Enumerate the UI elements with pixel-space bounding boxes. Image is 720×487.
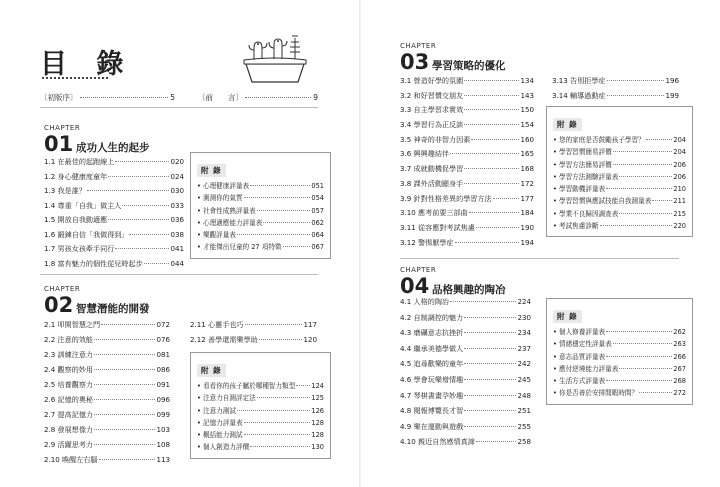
appendix-heading: 附 錄	[197, 364, 226, 377]
chapter-title: 智慧潛能的開發	[76, 303, 150, 315]
appendix-heading: 附 錄	[553, 118, 582, 131]
toc-entry[interactable]: 3.6 興興趣結伴 165	[400, 149, 534, 159]
chapter-number: 01	[44, 132, 74, 156]
toc-entry[interactable]: 4.1 人格的陶冶 224	[400, 297, 531, 306]
appendix-entry[interactable]: • 意志品質評量表 266	[553, 352, 686, 361]
chapter-number: 04	[400, 274, 430, 298]
appendix-entry[interactable]: • 應付逆境能力評量表 267	[553, 364, 686, 373]
chapter-4-appendix	[546, 298, 693, 405]
toc-entry[interactable]: 3.5 神奇的非智力因素 160	[400, 134, 534, 144]
chapter-3-appendix	[546, 106, 693, 237]
toc-entry[interactable]: 4.9 樂在運動與遊戲 255	[400, 421, 531, 431]
appendix-entry[interactable]: • 學習動機評量表 210	[553, 185, 686, 194]
toc-entry[interactable]: 4.7 琴棋書畫孕妙趣 248	[400, 390, 531, 400]
chapter-2-toc-a	[44, 320, 170, 470]
toc-entry[interactable]: 2.7 提高記憶力 099	[44, 410, 170, 419]
page-title: 目 錄	[40, 49, 134, 80]
toc-entry[interactable]: 4.8 閱報博覽長才智 251	[400, 406, 531, 416]
foreword-label: 〔前 言〕	[198, 93, 243, 102]
toc-entry[interactable]: 1.8 富有魅力的個性從兒時起步 044	[44, 258, 184, 268]
appendix-entry[interactable]: • 學習習慣與應試技能自我測量表 211	[553, 197, 686, 206]
toc-entry[interactable]: 1.5 開放自我動適應 036	[44, 215, 184, 224]
toc-entry[interactable]: 2.11 心靈手也巧 117	[190, 320, 317, 329]
chapter-label: CHAPTER	[44, 124, 81, 132]
plant-pot-illustration	[240, 30, 310, 85]
chapter-2-appendix	[190, 352, 331, 459]
appendix-entry[interactable]: • 情緒穩定性評量表 263	[553, 340, 686, 349]
leader-dots	[245, 97, 311, 98]
appendix-entry[interactable]: • 學習方法測驗評量表 206	[553, 172, 686, 181]
appendix-entry[interactable]: • 個人修養評量表 262	[553, 328, 686, 336]
toc-entry[interactable]: 2.10 喚醒左右腦 113	[44, 455, 170, 464]
toc-entry[interactable]: 2.5 培養觀察力 091	[44, 380, 170, 389]
toc-entry[interactable]: 2.2 注意的效能 076	[44, 335, 170, 344]
chapter-label: CHAPTER	[400, 266, 437, 274]
toc-entry[interactable]: 1.1 在最佳的起跑線上 020	[44, 157, 184, 166]
toc-entry[interactable]: 1.2 身心健康度童年 024	[44, 171, 184, 181]
appendix-entry[interactable]: • 概括能力測試 128	[197, 431, 324, 440]
toc-entry[interactable]: 3.7 成就動機促學習 168	[400, 164, 534, 174]
toc-entry[interactable]: 1.3 我是誰？ 030	[44, 186, 184, 195]
preface-page: 5	[170, 93, 175, 102]
appendix-entry[interactable]: • 你是否善於安排閒暇時間？ 272	[553, 389, 686, 398]
toc-entry[interactable]: 1.7 男孩女孩牽手同行 041	[44, 244, 184, 253]
preface-entry[interactable]	[40, 92, 175, 103]
appendix-heading: 附 錄	[197, 164, 226, 177]
foreword-entry[interactable]	[198, 92, 318, 103]
toc-entry[interactable]: 2.4 觀察的妙用 086	[44, 365, 170, 374]
divider	[40, 274, 318, 275]
toc-entry[interactable]: 2.8 發展想像力 103	[44, 425, 170, 434]
appendix-entry[interactable]: • 考試焦慮診斷 220	[553, 222, 686, 231]
toc-entry[interactable]: 3.3 自主學習求實效 150	[400, 105, 534, 115]
appendix-entry[interactable]: • 學習習慣簡易評價 204	[553, 148, 686, 157]
toc-entry[interactable]: 3.14 輔導過動症 199	[552, 90, 679, 100]
toc-entry[interactable]: 3.2 和好習慣交朋友 143	[400, 90, 534, 100]
toc-entry[interactable]: 2.9 活躍思考力 108	[44, 440, 170, 449]
appendix-entry[interactable]: • 生活方式評量表 268	[553, 377, 686, 386]
toc-entry[interactable]: 4.6 學會玩樂增情趣 245	[400, 374, 531, 384]
toc-entry[interactable]: 2.1 叩開智慧之門 072	[44, 320, 170, 329]
toc-entry[interactable]: 4.4 繼承美德學做人 237	[400, 343, 531, 353]
appendix-entry[interactable]: • 個人創造力評價 130	[197, 443, 324, 452]
chapter-2-toc-b	[190, 320, 317, 350]
chapter-1-toc	[44, 157, 184, 273]
appendix-entry[interactable]: • 測測你的氣質 054	[197, 194, 324, 203]
toc-entry[interactable]: 3.9 針對性格差異的學習方法 177	[400, 193, 534, 203]
appendix-entry[interactable]: • 學習方法簡易評價 206	[553, 160, 686, 169]
appendix-entry[interactable]: • 您的家庭是否鼓勵孩子學習？ 204	[553, 136, 686, 144]
toc-entry[interactable]: 3.4 學習行為正反談 154	[400, 120, 534, 130]
appendix-heading: 附 錄	[553, 310, 582, 323]
chapter-label: CHAPTER	[400, 42, 437, 50]
toc-entry[interactable]: 3.8 課外活動顯身手 172	[400, 178, 534, 188]
chapter-4-toc	[400, 297, 531, 453]
appendix-entry[interactable]: • 樂觀評量表 064	[197, 231, 324, 240]
toc-entry[interactable]: 3.11 從容應對考試焦慮 190	[400, 222, 534, 232]
appendix-entry[interactable]: • 學業不良歸因調查表 215	[553, 209, 686, 218]
title-underline	[42, 77, 108, 79]
toc-entry[interactable]: 3.12 警惕厭學症 194	[400, 237, 534, 247]
appendix-entry[interactable]: • 看看你的孩子屬於哪種智力類型 124	[197, 382, 324, 390]
chapter-title: 學習策略的優化	[432, 60, 506, 72]
toc-entry[interactable]: 2.3 訓練注意力 081	[44, 350, 170, 359]
divider	[40, 107, 318, 108]
chapter-number: 03	[400, 50, 430, 74]
preface-label: 〔初版序〕	[40, 93, 78, 102]
divider	[400, 258, 679, 259]
toc-entry[interactable]: 1.6 鍛鍊自信「我做得到」 038	[44, 229, 184, 239]
chapter-3-toc-b	[552, 76, 679, 105]
toc-entry[interactable]: 4.10 親近自然感情真諦 258	[400, 437, 531, 447]
chapter-title: 成功人生的起步	[76, 142, 150, 154]
toc-entry[interactable]: 3.1 營造好學的氛圍 134	[400, 76, 534, 85]
leader-dots	[80, 97, 169, 98]
appendix-entry[interactable]: • 注意力測試 126	[197, 406, 324, 415]
foreword-page: 9	[313, 93, 318, 102]
toc-entry[interactable]: 2.12 善學還需樂學助 120	[190, 335, 317, 344]
appendix-entry[interactable]: • 社會性成熟評量表 057	[197, 206, 324, 215]
toc-entry[interactable]: 4.3 磨礪意志抗挫折 234	[400, 328, 531, 338]
appendix-entry[interactable]: • 注意力自測評定法 125	[197, 394, 324, 403]
toc-entry[interactable]: 3.10 應考前要三部曲 184	[400, 208, 534, 218]
book-spine	[359, 0, 361, 487]
appendix-entry[interactable]: • 才能傑出兒童的 27 項特徵 067	[197, 243, 324, 252]
chapter-1-appendix	[190, 152, 331, 259]
toc-entry[interactable]: 4.5 追尋歡樂的童年 242	[400, 359, 531, 369]
chapter-3-toc-a	[400, 76, 534, 252]
appendix-entry[interactable]: • 記憶力評量表 128	[197, 418, 324, 427]
toc-entry[interactable]: 3.13 告別拒學症 196	[552, 76, 679, 85]
toc-entry[interactable]: 2.6 記憶的奧秘 096	[44, 395, 170, 404]
toc-entry[interactable]: 1.4 尊重「自我」做主人 033	[44, 200, 184, 210]
appendix-entry[interactable]: • 心理適應能力評量表 062	[197, 218, 324, 227]
appendix-entry[interactable]: • 心理健康評量表 051	[197, 182, 324, 190]
chapter-label: CHAPTER	[44, 285, 81, 293]
chapter-title: 品格興趣的陶冶	[432, 284, 506, 296]
toc-entry[interactable]: 4.2 自制調控的魅力 230	[400, 312, 531, 322]
chapter-number: 02	[44, 293, 74, 317]
